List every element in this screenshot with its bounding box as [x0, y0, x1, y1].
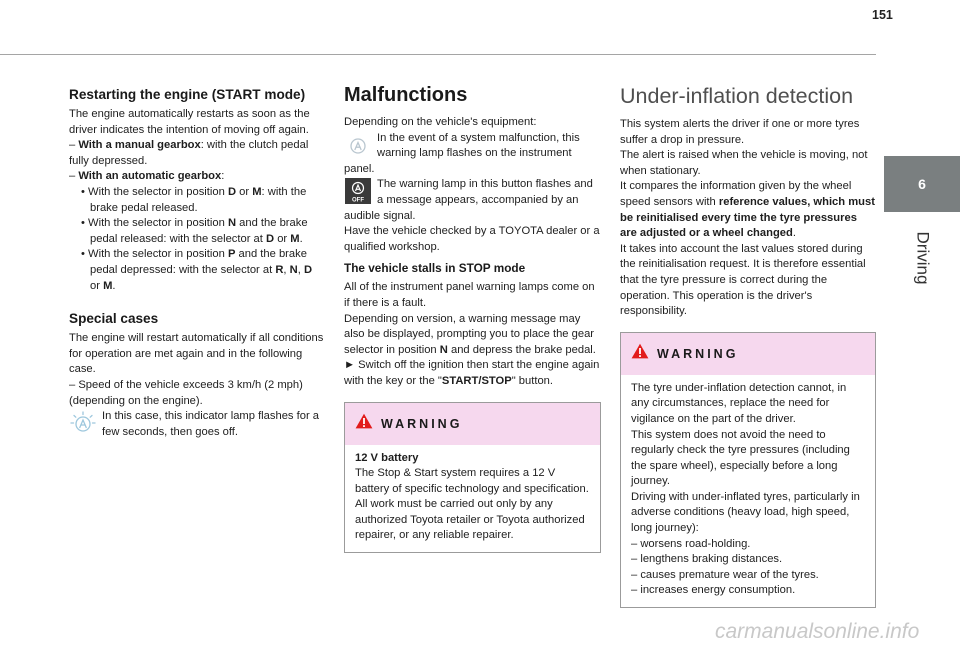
reference-values-bold: reference values, which must be reinitialised every time the tyre pressures are adjusted or a wheel changed	[620, 195, 875, 240]
text: .	[299, 232, 303, 245]
watermark: carmanualsonline.info	[715, 620, 920, 643]
tyre-warning-4: – worsens road-holding.	[631, 537, 751, 550]
section-heading-under-inflation: Under-inflation detection	[620, 84, 854, 108]
auto-stop-start-warning-lamp-icon	[344, 132, 372, 158]
battery-text-2: All work must be carried out only by any authorized Toyota retailer or Toyota authorized repairer, or any reliable repairer.	[355, 498, 585, 542]
warning-box-battery	[344, 402, 601, 554]
under-inflation-p4: It takes into account the last values stored during the reinitialisation request. It is therefore essential that the tyre pressure is correct during the operation. This operation is the driver's responsibility.	[620, 242, 866, 318]
tyre-warning-7: – increases energy consumption.	[631, 584, 796, 597]
bullet-selector-d-m	[69, 185, 325, 216]
manual-gearbox-text: : with the clutch pedal fully depressed.	[69, 139, 309, 167]
chapter-tab-title: Driving	[913, 231, 932, 285]
text: • With the selector in position	[81, 217, 228, 230]
manual-gearbox-label: With a manual gearbox	[78, 139, 201, 152]
malfunction-button-row	[344, 177, 601, 224]
warning-body	[345, 445, 600, 553]
text: • With the selector in position	[81, 248, 228, 261]
bullet-selector-n	[69, 216, 325, 247]
text: .	[112, 279, 116, 292]
dealer-check-text: Have the vehicle checked by a TOYOTA dealer or a qualified workshop.	[344, 225, 600, 253]
text: It compares the information given by the wheel speed sensors with	[620, 180, 852, 208]
warning-header	[345, 403, 600, 445]
stop-start-off-button-icon	[344, 178, 372, 204]
text: and the brake pedal depressed: with the selector at	[90, 248, 307, 276]
gear-m: M	[103, 279, 113, 292]
column-restart-engine	[69, 80, 325, 440]
tyre-warning-2: This system does not avoid the need to regularly check the tyre pressures (including the spare wheel), especially before a long journey.	[631, 428, 850, 488]
auto-gearbox-line	[69, 169, 325, 185]
header-divider	[0, 54, 876, 55]
chapter-tab-label[interactable]	[884, 212, 960, 304]
restart-intro: The engine automatically restarts as soon as the driver indicates the intention of moving off again.	[69, 108, 310, 136]
indicator-lamp-row	[69, 409, 325, 440]
gear-m: M	[252, 185, 262, 198]
text: and the brake pedal released: with the selector at	[90, 217, 308, 245]
malfunction-lamp-text: In the event of a system malfunction, this warning lamp flashes on the instrument panel.	[344, 131, 580, 175]
start-stop-label: START/STOP	[441, 374, 512, 387]
section-heading-malfunctions: Malfunctions	[344, 84, 468, 106]
tyre-warning-1: The tyre under-inflation detection cannot, in any circumstances, replace the need for vigilance on the part of the driver.	[631, 381, 847, 425]
text: or	[236, 185, 253, 198]
gear-m: M	[290, 232, 300, 245]
tyre-warning-6: – causes premature wear of the tyres.	[631, 568, 819, 581]
dash: –	[69, 170, 79, 183]
gear-n: N	[227, 217, 237, 230]
manual-gearbox-line	[69, 138, 325, 169]
warning-triangle-icon	[631, 343, 649, 364]
section-heading-stall: The vehicle stalls in STOP mode	[344, 261, 526, 276]
stall-text-1: All of the instrument panel warning lamps come on if there is a fault.	[344, 281, 595, 309]
column-malfunctions	[344, 80, 601, 553]
tyre-warning-3: Driving with under-inflated tyres, particularly in adverse conditions (heavy load, high speed, long journey):	[631, 490, 860, 535]
bullet-selector-p	[69, 247, 325, 294]
column-under-inflation	[620, 80, 876, 608]
stall-text-3	[344, 358, 601, 389]
malfunction-lamp-row	[344, 131, 601, 178]
under-inflation-p3	[620, 179, 876, 241]
text: Depending on version, a warning message may also be displayed, prompting you to place the gear selector in position	[344, 312, 595, 356]
page-number: 151	[872, 8, 893, 22]
auto-gearbox-text: :	[221, 170, 225, 183]
text: : with the brake pedal released.	[90, 185, 307, 214]
warning-triangle-icon	[355, 413, 373, 434]
section-heading-restart: Restarting the engine (START mode)	[69, 87, 306, 102]
text: " button.	[511, 374, 553, 387]
battery-label: 12 V battery	[355, 451, 419, 464]
text: .	[792, 227, 796, 240]
section-heading-special-cases: Special cases	[69, 311, 159, 327]
warning-header	[621, 333, 875, 375]
gear-r: R	[275, 263, 284, 276]
gear-d: D	[303, 263, 313, 276]
text: ,	[297, 263, 304, 276]
auto-gearbox-label: With an automatic gearbox	[78, 170, 222, 183]
under-inflation-p1: This system alerts the driver if one or more tyres suffer a drop in pressure.	[620, 118, 860, 146]
warning-title: WARNING	[657, 346, 739, 361]
battery-text-1: The Stop & Start system requires a 12 V battery of specific technology and specification.	[355, 467, 589, 495]
tyre-warning-5: – lengthens braking distances.	[631, 553, 783, 566]
under-inflation-p2: The alert is raised when the vehicle is moving, not when stationary.	[620, 149, 868, 177]
special-cases-speed: – Speed of the vehicle exceeds 3 km/h (2 mph) (depending on the engine).	[69, 378, 303, 407]
gear-n: N	[289, 263, 298, 276]
malfunctions-intro: Depending on the vehicle's equipment:	[344, 116, 537, 128]
warning-body	[621, 375, 875, 607]
chapter-tab-number[interactable]: 6	[884, 156, 960, 212]
special-cases-text: The engine will restart automatically if all conditions for operation are met again and in the following case.	[69, 332, 324, 376]
warning-title: WARNING	[381, 416, 463, 431]
gear-p: P	[227, 248, 236, 261]
gear-d: D	[227, 185, 237, 198]
auto-stop-start-green-lamp-icon	[69, 410, 97, 436]
text: ► Switch off the ignition then start the engine again with the key or the "	[344, 359, 600, 387]
gear-d: D	[266, 232, 275, 245]
stall-text-2	[344, 312, 601, 359]
text: ,	[283, 263, 290, 276]
text: or	[90, 279, 104, 292]
malfunction-button-text: The warning lamp in this button flashes and a message appears, accompanied by an audible signal.	[344, 178, 593, 222]
dash: –	[69, 139, 79, 152]
text: or	[274, 232, 291, 245]
indicator-lamp-text: In this case, this indicator lamp flashes for a few seconds, then goes off.	[102, 410, 320, 438]
text: • With the selector in position	[81, 185, 228, 198]
text: and depress the brake pedal.	[447, 343, 596, 356]
warning-box-tyres	[620, 332, 876, 608]
gear-n: N	[439, 343, 448, 356]
svg-text:OFF: OFF	[352, 197, 364, 204]
